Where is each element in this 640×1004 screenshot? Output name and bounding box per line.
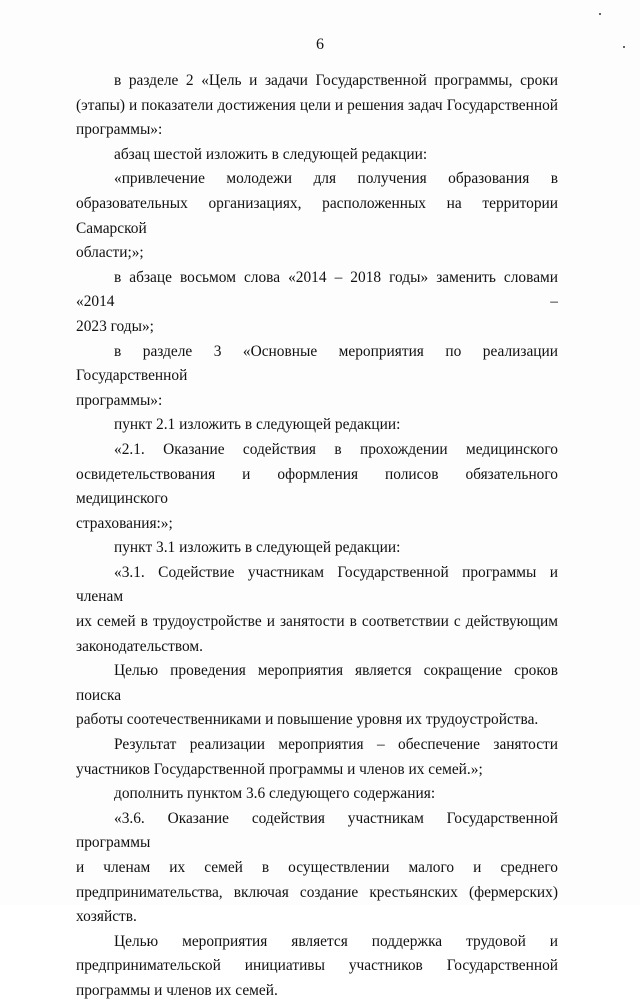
paragraph-line: программы»: [76,121,163,139]
scan-speck [623,46,625,48]
paragraph-line: «3.6. Оказание содействия участникам Государственной программы [76,809,558,852]
paragraph-line: в абзаце восьмом слова «2014 – 2018 годы» заменить словами «2014 – [76,268,558,311]
paragraph-line: (этапы) и показатели достижения цели и решения задач Государственной [76,96,558,114]
paragraph-line: освидетельствования и оформления полисов обязательного медицинского [76,465,558,508]
document-body [76,69,558,1004]
paragraph-line: предпринимательства, включая создание крестьянских (фермерских) [76,883,558,901]
paragraph-line: Результат реализации мероприятия – обеспечение занятости [114,736,558,754]
page-number: 6 [316,36,324,53]
scan-speck [599,13,601,15]
paragraph-line: хозяйств. [76,908,137,926]
paragraph-line: пункт 3.1 изложить в следующей редакции: [114,539,401,557]
paragraph-line: участников Государственной программы и членов их семей.»; [76,760,483,778]
paragraph-line: предпринимательской инициативы участников Государственной [76,957,558,975]
paragraph-line: программы и членов их семей. [76,981,278,999]
paragraph-line: страхования:»; [76,514,173,532]
paragraph-line: программы»: [76,391,163,409]
paragraph-line: дополнить пунктом 3.6 следующего содержания: [114,785,436,803]
paragraph-line: законодательством. [76,637,204,655]
paragraph-line: в разделе 3 «Основные мероприятия по реализации Государственной [76,342,558,385]
paragraph-line: их семей в трудоустройстве и занятости в соответствии с действующим [76,613,558,631]
paragraph-line: «3.1. Содействие участникам Государственной программы и членам [76,563,558,606]
paragraph-line: пункт 2.1 изложить в следующей редакции: [114,416,401,434]
paragraph-line: 2023 годы»; [76,317,154,335]
paragraph-line: Целью проведения мероприятия является сокращение сроков поиска [76,662,558,704]
paragraph-line: «2.1. Оказание содействия в прохождении медицинского [114,440,558,458]
paragraph-line: образовательных организациях, расположенных на территории Самарской [76,194,558,237]
paragraph-line: Целью мероприятия является поддержка трудовой и [114,932,558,950]
paragraph-line: абзац шестой изложить в следующей редакции: [114,145,428,163]
paragraph-line: области;»; [76,244,144,262]
paragraph-line: «привлечение молодежи для получения образования в [114,170,558,188]
paragraph-line: в разделе 2 «Цель и задачи Государственной программы, сроки [114,72,558,89]
paragraph-line: работы соотечественниками и повышение уровня их трудоустройства. [76,711,539,729]
paragraph-line: и членам их семей в осуществлении малого и среднего [76,859,558,876]
